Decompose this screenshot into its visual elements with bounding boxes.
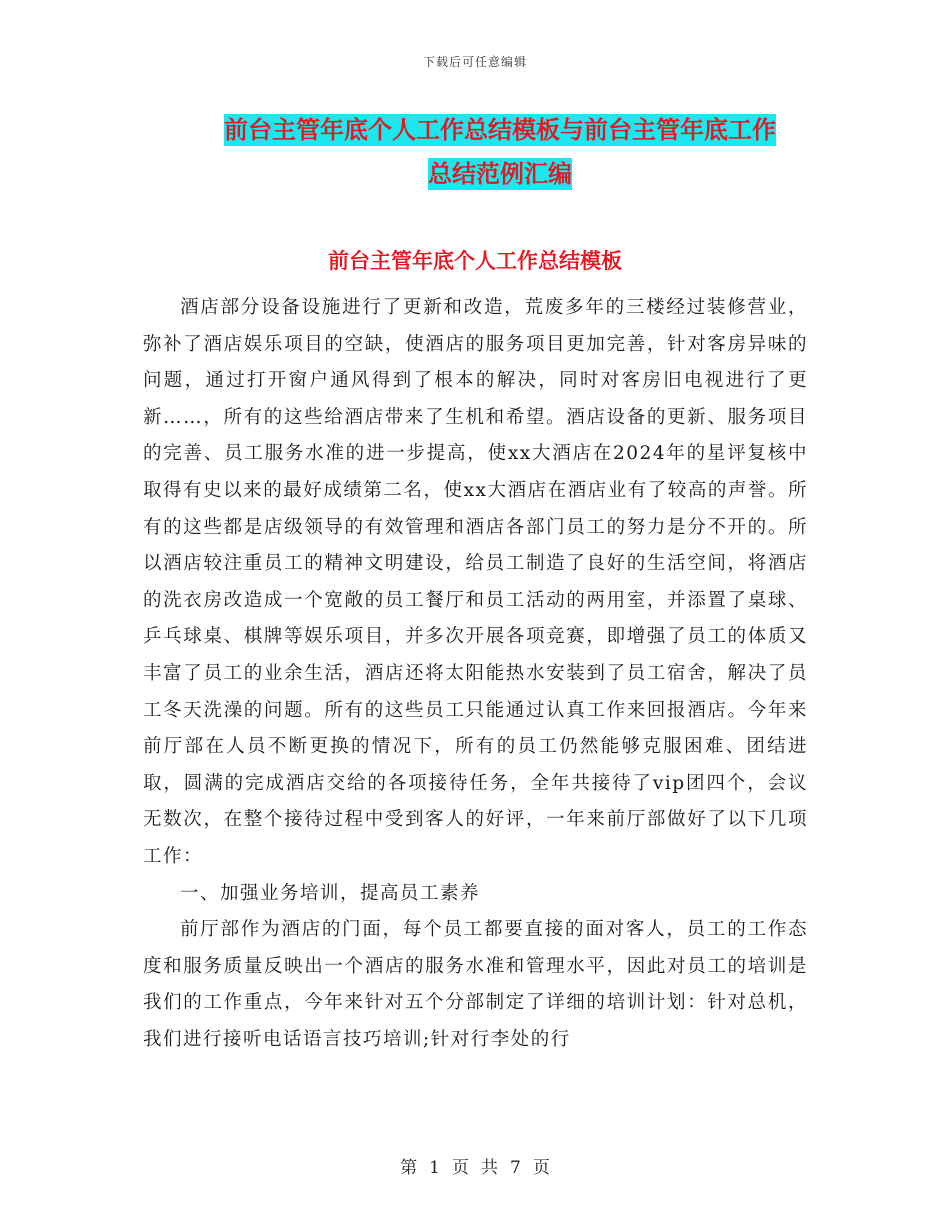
paragraph: 酒店部分设备设施进行了更新和改造，荒废多年的三楼经过装修营业，弥补了酒店娱乐项目的空缺，使酒店的服务项目更加完善，针对客房异味的问题，通过打开窗户通风得到了根本的解决，同时对客房旧电视进行了更新……，所有的这些给酒店带来了生机和希望。酒店设备的更新、服务项目的完善、员工服务水准的进一步提高，使xx大酒店在2024年的星评复核中取得有史以来的最好成绩第二名，使xx大酒店在酒店业有了较高的声誉。所有的这些都是店级领导的有效管理和酒店各部门员工的努力是分不开的。所以酒店较注重员工的精神文明建设，给员工制造了良好的生活空间，将酒店的洗衣房改造成一个宽敞的员工餐厅和员工活动的两用室，并添置了桌球、乒乓球桌、棋牌等娱乐项目，并多次开展各项竞赛，即增强了员工的体质又丰富了员工的业余生活，酒店还将太阳能热水安装到了员工宿舍，解决了员工冬天洗澡的问题。所有的这些员工只能通过认真工作来回报酒店。今年来前厅部在人员不断更换的情况下，所有的员工仍然能够克服困难、团结进取，圆满的完成酒店交给的各项接待任务，全年共接待了vip团四个，会议无数次，在整个接待过程中受到客人的好评，一年来前厅部做好了以下几项工作： [143, 297, 808, 867]
document-title-line2: 总结范例汇编 [428, 160, 572, 188]
footer-total-prefix: 共 [481, 1158, 498, 1178]
header-note: 下载后可任意编辑 [422, 55, 527, 69]
section-title: 前台主管年底个人工作总结模板 [328, 249, 622, 273]
footer-total-pages: 7 [510, 1158, 521, 1178]
footer-page-number: 1 [429, 1158, 440, 1178]
footer-suffix: 页 [532, 1158, 550, 1178]
document-body [143, 290, 808, 1058]
footer-page-word: 页 [452, 1158, 469, 1178]
page-footer [0, 1153, 950, 1178]
document-title-line1: 前台主管年底个人工作总结模板与前台主管年底工作 [224, 116, 776, 144]
document-title [190, 108, 810, 196]
footer-prefix: 第 [400, 1158, 418, 1178]
paragraph: 前厅部作为酒店的门面，每个员工都要直接的面对客人，员工的工作态度和服务质量反映出一个酒店的服务水准和管理水平，因此对员工的培训是我们的工作重点，今年来针对五个分部制定了详细的培训计划：针对总机，我们进行接听电话语言技巧培训;针对行李处的行 [143, 919, 808, 1050]
paragraph-heading: 一、加强业务培训，提高员工素养 [180, 882, 481, 904]
